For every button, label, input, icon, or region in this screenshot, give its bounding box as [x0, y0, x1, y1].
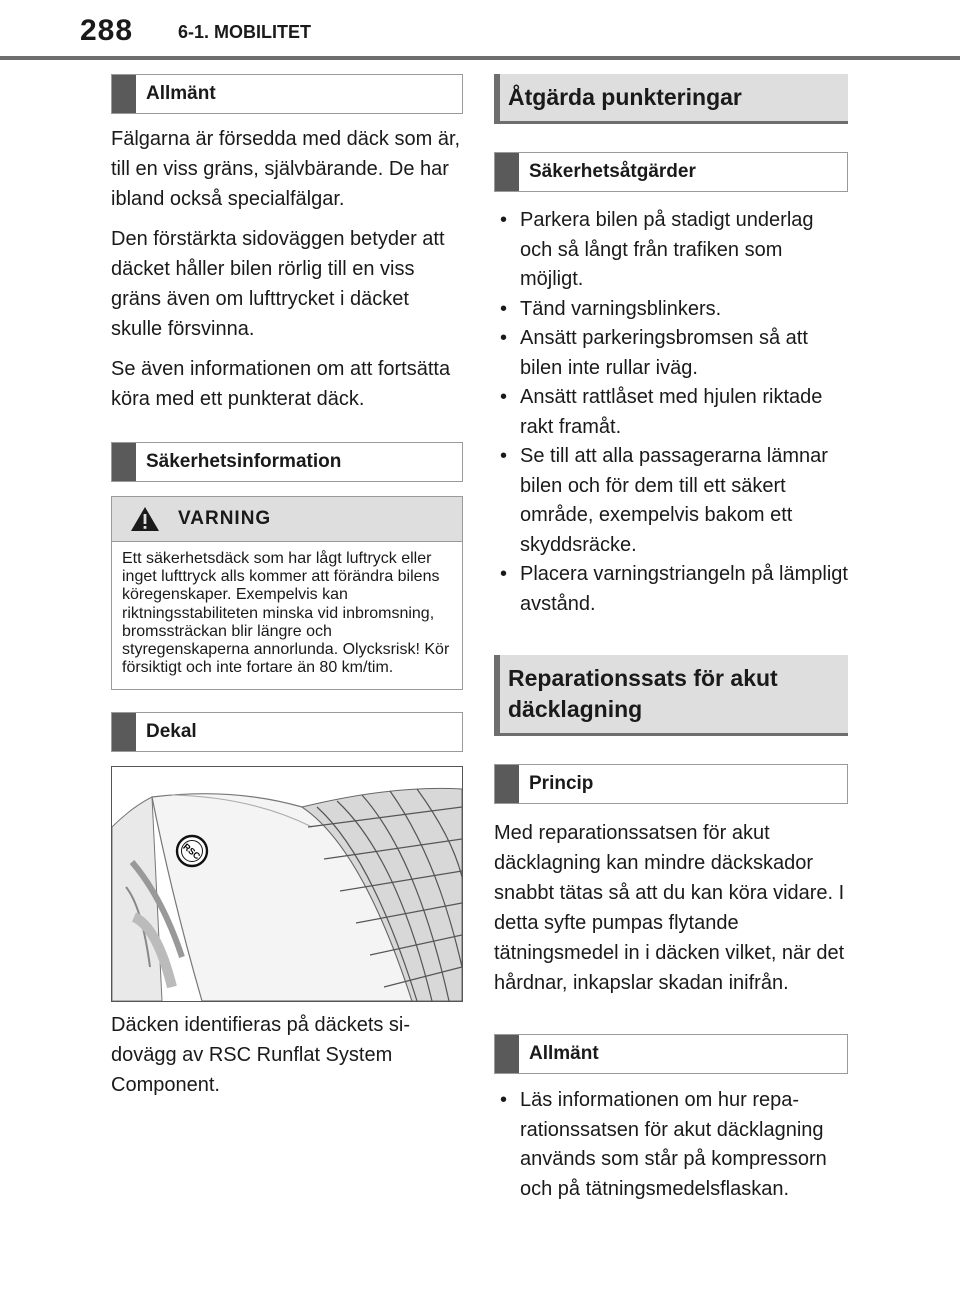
decal-paragraph: Däcken identifieras på däckets sidovägg av RSC Runflat System Component.	[111, 1014, 411, 1097]
general-paragraph-3: Se även informationen om att fortsätta köra med ett punkterat däck.	[111, 358, 451, 410]
section-marker	[495, 1035, 519, 1073]
list-item: • Läs informationen om hur reparationssatsen för akut däcklagning används som står på kompressorn och på tätningsmedelsflaskan.	[494, 1086, 848, 1204]
section-principle	[494, 764, 848, 804]
section-principle-title: Princip	[529, 773, 594, 794]
section-marker	[495, 153, 519, 191]
section-marker	[495, 765, 519, 803]
section-safety-measures-title: Säkerhetsåtgärder	[529, 161, 696, 182]
header-rule	[0, 56, 960, 60]
section-safety-info-title: Säkerhetsinformation	[146, 451, 342, 472]
section-general-2	[494, 1034, 848, 1074]
page-number: 288	[80, 14, 134, 47]
warning-text: Ett säkerhetsdäck som har lågt luftryck eller inget lufttryck alls kommer att förändra bilens köregenskaper. Exempelvis kan riktningsstabiliteten minska vid inbromsning, bromssträckan blir längre och styregenskaperna annorlunda. Olycksrisk! Kör försiktigt och inte fortare än 80 km/tim.	[122, 550, 450, 677]
list-item: • Placera varningstriangeln på lämpligt avstånd.	[494, 560, 848, 619]
rsc-logo-text: RSC	[181, 841, 203, 862]
heading-puncture	[494, 74, 848, 124]
chapter-title: 6-1. MOBILITET	[178, 22, 312, 42]
principle-paragraph: Med reparationssatsen för akut däcklagning kan mindre däckskador snabbt tätas så att du kan köra vidare. I detta syfte pumpas flytande tätningsmedel in i däcken vilket, när det hårdnar, inkapslar skadan inifrån.	[494, 822, 845, 994]
heading-marker	[494, 655, 500, 733]
section-safety-info	[111, 442, 463, 482]
warning-title: VARNING	[178, 508, 272, 529]
section-safety-measures	[494, 152, 848, 192]
heading-repair-kit	[494, 655, 848, 736]
right-column	[494, 74, 848, 1204]
section-marker	[112, 75, 136, 113]
section-marker	[112, 713, 136, 751]
section-decal	[111, 712, 463, 752]
section-general-title: Allmänt	[146, 83, 216, 104]
section-general-2-title: Allmänt	[529, 1043, 599, 1064]
section-general	[111, 74, 463, 114]
general-paragraph-1: Fälgarna är försedda med däck som är, till en viss gräns, självbärande. De har ibland också specialfälgar.	[111, 128, 461, 210]
general-paragraph-2: Den förstärkta sidoväggen betyder att däcket håller bilen rörlig till en viss gräns även om lufttrycket i däcket skulle försvinna.	[111, 228, 445, 340]
safety-measures-list	[494, 206, 848, 619]
section-decal-title: Dekal	[146, 721, 197, 743]
heading-marker	[494, 74, 500, 121]
left-column	[111, 74, 463, 1110]
warning-header	[112, 497, 462, 542]
tire-sidewall-illustration	[111, 766, 463, 1002]
list-item: • Tänd varningsblinkers.	[494, 295, 848, 325]
general-list	[494, 1086, 848, 1204]
list-item: • Ansätt parkeringsbromsen så att bilen inte rullar iväg.	[494, 324, 848, 383]
heading-puncture-title: Åtgärda punkteringar	[508, 84, 742, 110]
page-header	[0, 0, 960, 60]
list-item: • Se till att alla passagerarna lämnar bilen och för dem till ett säkert område, exempelvis bakom ett skyddsräcke.	[494, 442, 848, 560]
section-marker	[112, 443, 136, 481]
list-item: • Parkera bilen på stadigt underlag och så långt från trafiken som möjligt.	[494, 206, 848, 295]
warning-box	[111, 496, 463, 690]
warning-triangle-icon	[130, 506, 160, 532]
heading-repair-kit-title: Reparationssats för akut däcklagning	[508, 665, 778, 722]
list-item: • Ansätt rattlåset med hjulen riktade rakt framåt.	[494, 383, 848, 442]
